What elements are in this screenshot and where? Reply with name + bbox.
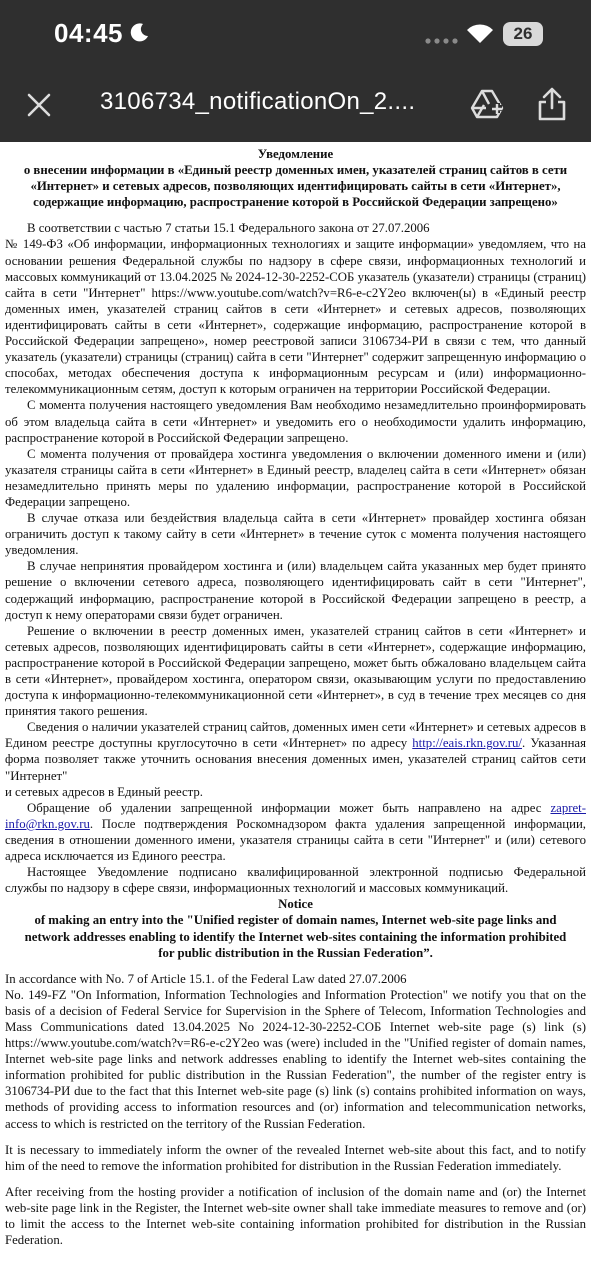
zapret-email-link[interactable]: zapret-info@rkn.gov.ru — [5, 800, 586, 831]
share-icon[interactable] — [536, 86, 568, 122]
en-paragraph-2: It is necessary to immediately inform the owner of the revealed Internet web-site about this fact, and to notify him of the need to remove the information prohibited for distribution in the Russian Federation immediately. — [5, 1142, 586, 1173]
wifi-icon — [466, 22, 494, 44]
en-paragraph-3: After receiving from the hosting provider a notification of inclusion of the domain name and (or) the Internet web-site page link in the Register, the Internet web-site owner shall take immediate measures to remove and (or) to limit the access to the Internet web-site containing information prohibited for distribution in the Russian Federation. — [5, 1184, 586, 1248]
en-heading: of making an entry into the "Unified register of domain names, Internet web-site page links and network addresses enabling to identify the Internet web-sites containing the information prohibited for public distribution in the Russian Federation”. — [24, 913, 567, 960]
ru-paragraph-4: В случае отказа или бездействия владельца сайта в сети «Интернет» провайдер хостинга обязан ограничить доступ к такому сайту в сети «Интернет» в течение суток с момента получения настоящего уведомления. — [5, 511, 586, 558]
ru-paragraph-1-cont: № 149-ФЗ «Об информации, информационных технологиях и защите информации» уведомляем, что на основании решения Федеральной службы по надзору в сфере связи, информационных технологий и массовых коммуникаций от 13.04.2025 № 2024-12-30-2252-СОБ указатель (указатели) страницы (страниц) сайта в сети "Интернет" https://www.youtube.com/watch?v=R6-e-c2Y2eo включен(ы) в «Единый реестр доменных имен, указателей страниц сайтов в сети «Интернет» и сетевых адресов, позволяющих идентифицировать сайты в сети «Интернет», содержащие информацию, распространение которой в Российской Федерации запрещено», номер реестровой записи 3106734-РИ в связи с тем, что данный указатель (указатели) страницы (страниц) сайта в сети "Интернет" содержит запрещенную информацию о способах, методах обеспечения доступа к информационным ресурсам и (или) информационно-телекоммуникационным сетям, доступ к которым ограничен на территории Российской Федерации. — [5, 237, 586, 397]
close-icon[interactable] — [24, 90, 54, 120]
document-viewer[interactable] — [0, 142, 591, 1280]
ru-title: Уведомление — [257, 147, 334, 161]
ru-paragraph-8-text: Обращение об удалении запрещенной информации может быть направлено на адрес — [27, 800, 551, 815]
status-bar — [0, 0, 591, 70]
en-paragraph-1: In accordance with No. 7 of Article 15.1. of the Federal Law dated 27.07.2006 — [5, 971, 407, 986]
ru-paragraph-9: Настоящее Уведомление подписано квалифицированной электронной подписью Федеральной службы по надзору в сфере связи, информационных технологий и массовых коммуникаций. — [5, 865, 586, 896]
ru-paragraph-7-text-end: . Указанная форма позволяет также уточнить основания внесения доменных имен, указателей страниц сайтов сети "Интернет" — [5, 736, 586, 783]
ru-paragraph-8-text-end: . После подтверждения Роскомнадзором факта удаления запрещенной информации, сведения в отношении доменного имени, указателя страницы сайта в сети "Интернет" и (или) сетевого адреса исключается из Единого реестра. — [5, 816, 586, 864]
ru-paragraph-7 — [5, 719, 586, 783]
ru-paragraph-7-cont: и сетевых адресов в Единый реестр. — [5, 784, 203, 799]
add-to-drive-icon[interactable] — [470, 87, 504, 121]
app-bar — [0, 70, 591, 142]
ru-paragraph-8 — [5, 800, 586, 864]
ru-paragraph-2: С момента получения настоящего уведомления Вам необходимо незамедлительно проинформировать об этом владельца сайта в сети «Интернет» и уведомить его о необходимости удалить информацию, распространение которой в Российской Федерации запрещено. — [5, 398, 586, 445]
document-page — [0, 142, 591, 1248]
ru-paragraph-1: В соответствии с частью 7 статьи 15.1 Федерального закона от 27.07.2006 — [27, 221, 430, 236]
en-title: Notice — [278, 897, 313, 912]
clock: 04:45 — [54, 18, 123, 48]
ru-paragraph-7-text: Сведения о наличии указателей страниц сайтов, доменных имен сети «Интернет» и сетевых адресов в Едином реестре доступны круглосуточно в сети «Интернет» по адресу — [5, 720, 586, 751]
eais-link[interactable]: http://eais.rkn.gov.ru/ — [412, 736, 522, 751]
en-paragraph-1-cont: No. 149-FZ "On Information, Information Technologies and Information Protection" we notify you that on the basis of a decision of Federal Service for Supervision in the Sphere of Telecom, Information Technologies and Mass Communications dated 13.04.2025 No 2024-12-30-2252-СОБ Internet web-site page (s) link (s) https://www.youtube.com/watch?v=R6-e-c2Y2eo was (were) included in the "Unified register of domain names, Internet web-site page links and network addresses enabling to identify the Internet web-sites containing the information prohibited for public distribution in the Russian Federation", the number of the register entry is 3106734-РИ due to the fact that this Internet web-site page (s) link (s) contains prohibited information on ways, methods of providing access to information resources and (or) information and telecommunication networks, access to which is restricted on the territory of the Russian Federation. — [5, 987, 586, 1131]
document-title: 3106734_notificationOn_2.... — [100, 88, 416, 115]
signal-dots-icon — [425, 38, 459, 44]
ru-paragraph-6: Решение о включении в реестр доменных имен, указателей страниц сайтов в сети «Интернет» и сетевых адресов, позволяющих идентифицировать сайты в сети «Интернет», содержащие информацию, распространение которой в Российской Федерации запрещено, может быть обжаловано владельцем сайта в сети «Интернет», провайдером хостинга, оператором связи, оказывающим услуги по предоставлению доступа к информационно-телекоммуникационной сети «Интернет», в суд в течение трех месяцев со дня принятия такого решения. — [5, 623, 586, 719]
ru-paragraph-5: В случае непринятия провайдером хостинга и (или) владельцем сайта указанных мер будет принято решение о включении сетевого адреса, позволяющего идентифицировать сайт в сети "Интернет", содержащий информацию, распространение которой в Российской Федерации запрещено в реестр, а доступ к нему операторами связи будет ограничен. — [5, 559, 586, 622]
ru-heading: о внесении информации в «Единый реестр доменных имен, указателей страниц сайтов в сети «Интернет» и сетевых адресов, позволяющих идентифицировать сайты в сети «Интернет», содержащие информацию, распространение которой в Российской Федерации запрещено» — [23, 163, 568, 210]
ru-paragraph-3: С момента получения от провайдера хостинга уведомления о включении доменного имени и (или) указателя страницы сайта в сети «Интернет» в Единый реестр, владелец сайта в сети «Интернет» обязан незамедлительно принять меры по удалению информации, распространение которой в Российской Федерации запрещено. — [5, 446, 586, 509]
moon-icon — [130, 22, 150, 42]
battery-indicator: 26 — [503, 22, 543, 46]
